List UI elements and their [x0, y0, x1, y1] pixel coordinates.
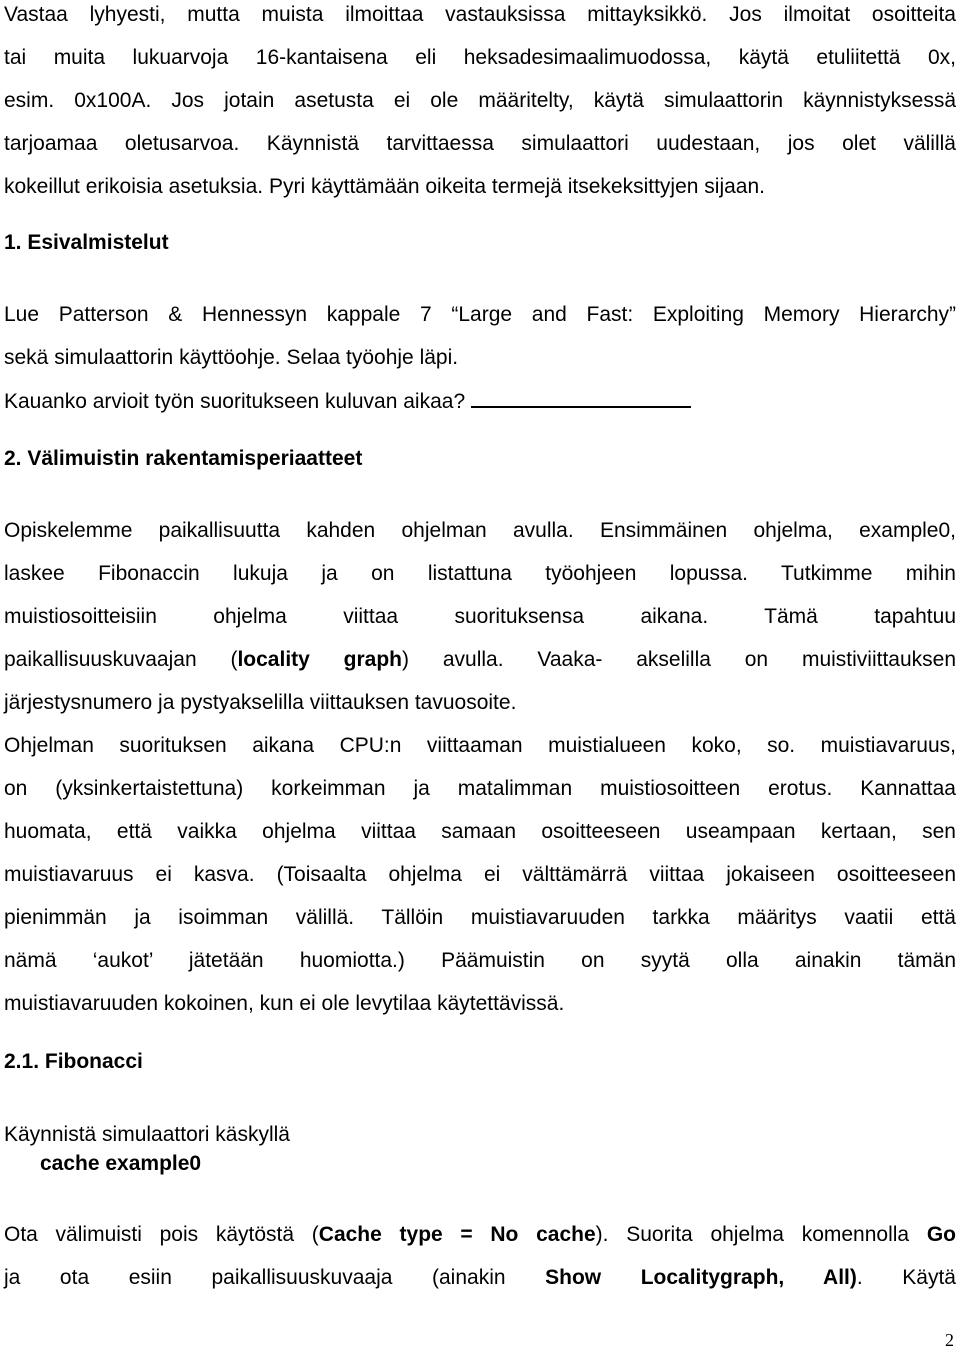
sec2-line-5: järjestysnumero ja pystyakselilla viittauksen tavuosoite.	[4, 691, 517, 714]
cache-type-setting: Cache type = No cache	[318, 1223, 596, 1246]
sec2-line-3: muistiosoitteisiin ohjelma viittaa suorituksensa aikana. Tämä tapahtuu	[4, 605, 956, 628]
section-2-1-heading: 2.1. Fibonacci	[4, 1050, 143, 1073]
sec2-line-6: Ohjelman suorituksen aikana CPU:n viittaaman muistialueen koko, so. muistiavaruus,	[4, 734, 956, 757]
sec2-line-4c: ) avulla. Vaaka- akselilla on muistiviittauksen	[402, 648, 957, 671]
sec2-line-2: laskee Fibonaccin lukuja ja on listattuna työohjeen lopussa. Tutkimme mihin	[4, 562, 956, 585]
sec2-line-10: pienimmän ja isoimman välillä. Tällöin muistiavaruuden tarkka määritys vaatii että	[4, 906, 956, 929]
intro-line-2: tai muita lukuarvoja 16-kantaisena eli heksadesimaalimuodossa, käytä etuliitettä 0x,	[4, 46, 956, 69]
sec21-line-2	[4, 1222, 956, 1248]
sec1-line-3	[4, 388, 956, 415]
sec2-line-7: on (yksinkertaistettuna) korkeimman ja matalimman muistiosoitteen erotus. Kannattaa	[4, 777, 956, 800]
command-text: cache example0	[40, 1152, 202, 1175]
sec2-line-4a: paikallisuuskuvaajan (	[4, 648, 238, 671]
section-2-heading: 2. Välimuistin rakentamisperiaatteet	[4, 447, 363, 470]
intro-line-5: kokeillut erikoisia asetuksia. Pyri käyttämään oikeita termejä itsekeksittyjen sijaan.	[4, 175, 765, 198]
sec21-line-3a: ja ota esiin paikallisuuskuvaaja (ainakin	[4, 1266, 546, 1289]
sec2-line-4	[4, 647, 956, 673]
intro-line-4: tarjoamaa oletusarvoa. Käynnistä tarvittaessa simulaattori uudestaan, jos olet välillä	[4, 132, 956, 155]
page-number: 2	[945, 1330, 954, 1350]
intro-line-3: esim. 0x100A. Jos jotain asetusta ei ole määritelty, käytä simulaattorin käynnistyksessä	[4, 89, 956, 112]
sec2-line-8: huomata, että vaikka ohjelma viittaa samaan osoitteeseen useampaan kertaan, sen	[4, 820, 956, 843]
time-estimate-question: Kauanko arvioit työn suoritukseen kuluvan aikaa?	[4, 390, 466, 413]
show-localitygraph-setting: Show Localitygraph, All)	[545, 1266, 857, 1289]
sec21-line-3c: . Käytä	[856, 1266, 956, 1289]
sec2-line-11: nämä ‘aukot’ jätetään huomiotta.) Päämuistin on syytä olla ainakin tämän	[4, 949, 956, 972]
locality-graph-term: locality graph	[237, 648, 403, 671]
sec21-line-3	[4, 1265, 956, 1291]
sec21-line-1: Käynnistä simulaattori käskyllä	[4, 1123, 290, 1146]
answer-blank-line	[471, 388, 691, 408]
section-1-heading: 1. Esivalmistelut	[4, 231, 169, 254]
go-command: Go	[926, 1223, 956, 1246]
sec2-line-1: Opiskelemme paikallisuutta kahden ohjelman avulla. Ensimmäinen ohjelma, example0,	[4, 519, 956, 542]
sec21-line-2a: Ota välimuisti pois käytöstä (	[4, 1223, 319, 1246]
sec1-line-2: sekä simulaattorin käyttöohje. Selaa työohje läpi.	[4, 346, 459, 369]
sec2-line-9: muistiavaruus ei kasva. (Toisaalta ohjelma ei välttämärrä viittaa jokaiseen osoitteeseen	[4, 863, 956, 886]
intro-line-1: Vastaa lyhyesti, mutta muista ilmoittaa vastauksissa mittayksikkö. Jos ilmoitat osoitteita	[4, 3, 956, 26]
sec1-line-1: Lue Patterson & Hennessyn kappale 7 “Large and Fast: Exploiting Memory Hierarchy”	[4, 303, 956, 326]
sec2-line-12: muistiavaruuden kokoinen, kun ei ole levytilaa käytettävissä.	[4, 992, 565, 1015]
sec21-line-2c: ). Suorita ohjelma komennolla	[595, 1223, 927, 1246]
